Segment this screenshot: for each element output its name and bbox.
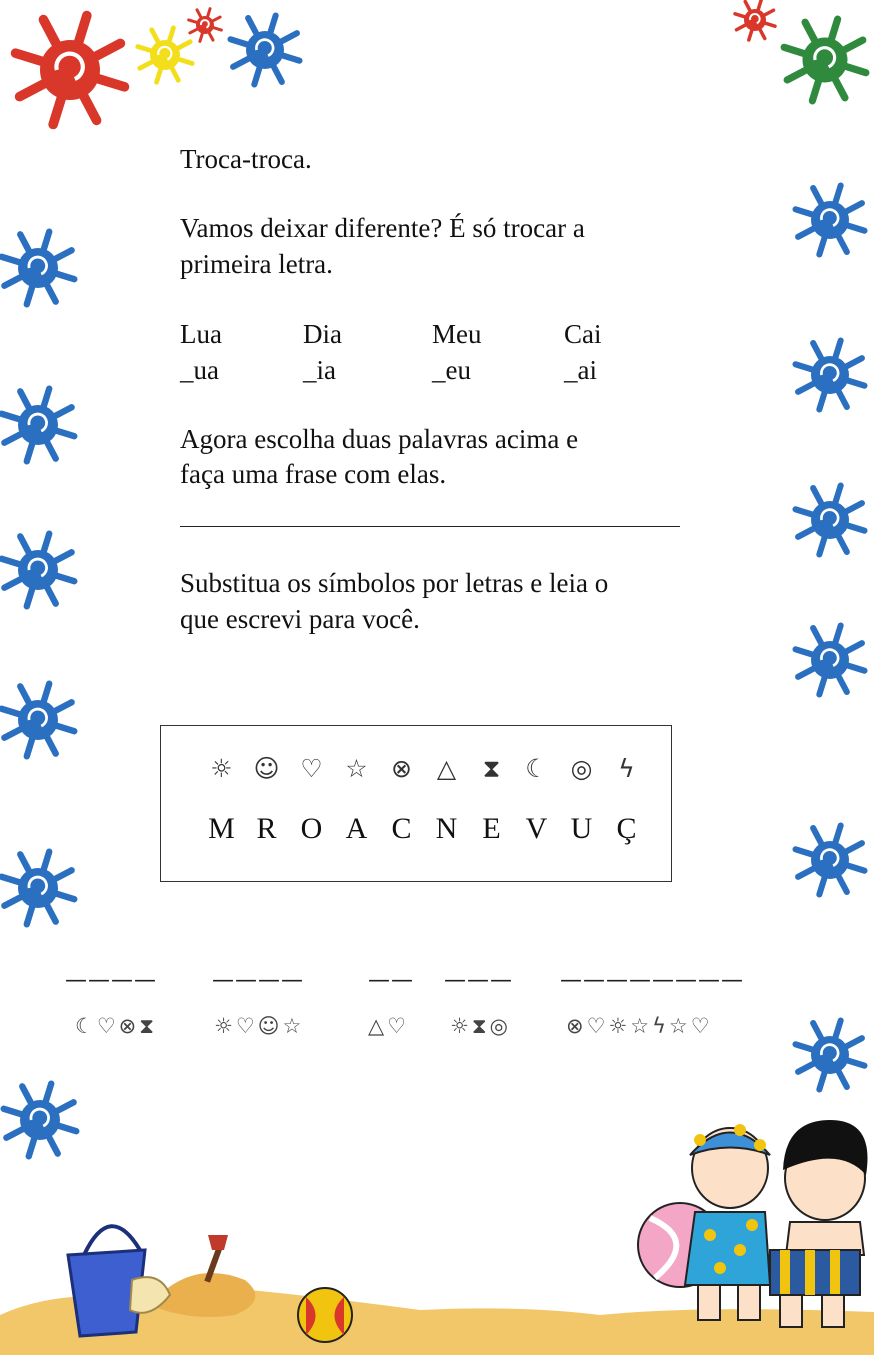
sentence-task-line-2: faça uma frase com elas. [180, 459, 447, 489]
cipher-letter: E [482, 812, 501, 845]
message-code-word: ⊗♡☼☆ϟ☆♡ [566, 1014, 713, 1038]
cipher-letter: Ç [616, 812, 637, 845]
message-blank[interactable]: ———— [212, 968, 304, 993]
sun-icon [0, 525, 83, 615]
moon-symbol-icon: ☾ [525, 754, 548, 783]
word: Dia [303, 319, 342, 349]
message-blank[interactable]: —— [368, 968, 414, 993]
instruction-line-1: Vamos deixar diferente? É só trocar a [180, 213, 585, 243]
cipher-task-line-1: Substitua os símbolos por letras e leia o [180, 568, 609, 598]
cipher-letter: V [525, 812, 548, 845]
cipher-letter: A [345, 812, 368, 845]
sun-icon [0, 223, 83, 313]
sun-icon [0, 675, 83, 765]
message-blank[interactable]: ———— [65, 968, 157, 993]
word-blank[interactable]: _ua [180, 355, 219, 385]
message-code-word: ☼♡☺☆ [214, 1014, 305, 1038]
sun-icon [787, 177, 873, 263]
beach-scene-illustration [0, 1100, 874, 1355]
hourglass-symbol-icon: ⧗ [482, 754, 501, 783]
cipher-task-line-2: que escrevi para você. [180, 604, 420, 634]
sun-symbol-icon: ☼ [210, 754, 233, 783]
word-blank[interactable]: _eu [432, 355, 471, 385]
cipher-key-box [160, 725, 672, 882]
triangle-symbol-icon: △ [436, 754, 457, 783]
sun-icon [0, 843, 83, 933]
word-blank[interactable]: _ia [303, 355, 336, 385]
sun-icon [787, 617, 873, 703]
cipher-letter: M [208, 812, 235, 845]
page-title: Troca-troca. [180, 144, 312, 174]
lightning-symbol-icon: ϟ [618, 754, 635, 783]
smiley-symbol-icon: ☺ [253, 754, 280, 783]
boy-character-icon [770, 1120, 868, 1327]
answer-line[interactable] [180, 526, 680, 527]
heart-symbol-icon: ♡ [300, 754, 323, 783]
word: Cai [564, 319, 602, 349]
beach-ball-icon [298, 1288, 352, 1342]
sentence-task-line-1: Agora escolha duas palavras acima e [180, 424, 579, 454]
word-column [432, 316, 482, 388]
instruction-line-2: primeira letra. [180, 249, 333, 279]
cipher-letter: R [256, 812, 277, 845]
message-blank[interactable]: ———————— [560, 968, 744, 993]
sun-icon [787, 1012, 873, 1098]
word-column [303, 316, 342, 388]
circled-x-symbol-icon: ⊗ [391, 754, 412, 783]
sun-icon [728, 0, 782, 47]
word-column [180, 316, 222, 388]
sun-icon [0, 380, 83, 470]
sun-icon [787, 332, 873, 418]
word: Lua [180, 319, 222, 349]
star-symbol-icon: ☆ [345, 754, 368, 783]
sun-icon [787, 817, 873, 903]
word: Meu [432, 319, 482, 349]
message-code-word: ☾♡⊗⧗ [75, 1014, 157, 1038]
target-symbol-icon: ◎ [570, 754, 593, 783]
sun-icon [787, 477, 873, 563]
word-column [564, 316, 602, 388]
message-code-word: ☼⧗◎ [450, 1014, 511, 1038]
girl-character-icon [685, 1124, 770, 1320]
word-blank[interactable]: _ai [564, 355, 597, 385]
cipher-letter: N [435, 812, 458, 845]
cipher-letter: O [300, 812, 323, 845]
sun-icon [222, 7, 308, 93]
message-code-word: △♡ [368, 1014, 409, 1038]
sun-icon [775, 10, 874, 110]
message-blank[interactable]: ——— [444, 968, 513, 993]
cipher-symbol-row [199, 754, 649, 784]
cipher-letter: U [570, 812, 593, 845]
cipher-letter: C [391, 812, 412, 845]
sun-icon [5, 5, 135, 135]
cipher-letter-row [199, 812, 649, 846]
